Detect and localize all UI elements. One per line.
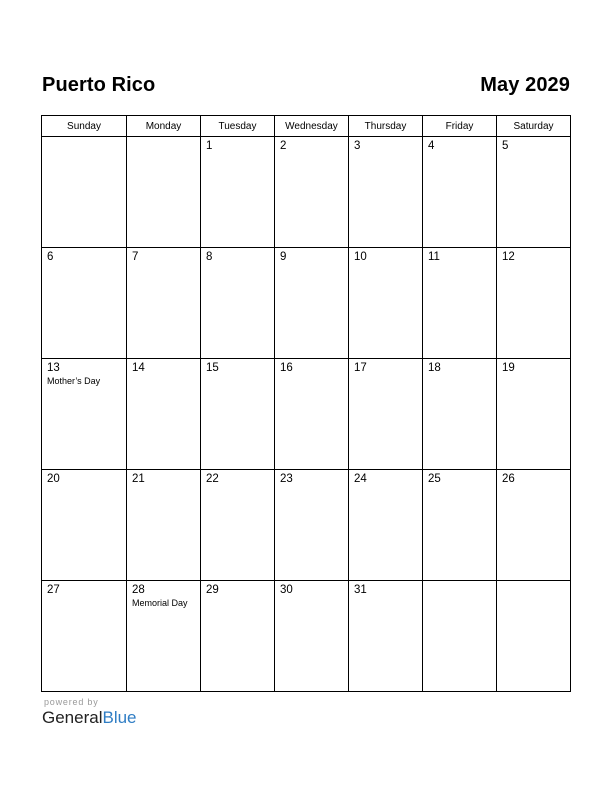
day-number: 24	[354, 473, 367, 485]
day-cell	[201, 470, 275, 581]
day-number: 6	[47, 251, 54, 263]
day-number	[42, 137, 126, 140]
weekday-wednesday: Wednesday	[275, 116, 349, 137]
day-number	[497, 581, 570, 584]
brand-blue-text: Blue	[102, 708, 137, 727]
week-row-4	[42, 470, 571, 581]
day-cell	[42, 137, 127, 248]
day-cell	[42, 470, 127, 581]
day-number: 17	[354, 362, 367, 374]
day-cell	[497, 248, 571, 359]
day-cell	[42, 248, 127, 359]
day-cell	[349, 248, 423, 359]
weekday-monday: Monday	[127, 116, 201, 137]
day-number: 1	[206, 140, 213, 152]
day-number: 8	[206, 251, 213, 263]
day-cell	[201, 359, 275, 470]
day-number: 26	[502, 473, 515, 485]
day-cell	[423, 359, 497, 470]
holiday-label: Mother’s Day	[47, 376, 101, 386]
day-cell	[275, 248, 349, 359]
day-number: 15	[206, 362, 219, 374]
day-number: 21	[132, 473, 145, 485]
day-cell	[349, 359, 423, 470]
day-cell	[275, 470, 349, 581]
day-number	[127, 137, 200, 140]
day-number: 12	[502, 251, 515, 263]
day-cell	[423, 581, 497, 692]
day-cell	[275, 581, 349, 692]
day-cell	[127, 581, 201, 692]
day-number: 27	[47, 584, 60, 596]
day-number: 3	[354, 140, 361, 152]
weekday-saturday: Saturday	[497, 116, 571, 137]
weekday-thursday: Thursday	[349, 116, 423, 137]
day-number: 25	[428, 473, 441, 485]
day-number: 18	[428, 362, 441, 374]
weekday-tuesday: Tuesday	[201, 116, 275, 137]
week-row-3	[42, 359, 571, 470]
region-title: Puerto Rico	[42, 73, 156, 96]
day-cell	[423, 248, 497, 359]
day-cell	[349, 581, 423, 692]
holiday-label: Memorial Day	[132, 598, 188, 608]
day-cell	[42, 359, 127, 470]
day-number: 22	[206, 473, 219, 485]
month-calendar-grid	[41, 115, 571, 692]
day-number: 30	[280, 584, 293, 596]
day-cell	[127, 359, 201, 470]
calendar-header	[42, 70, 570, 100]
weekday-header-row	[42, 116, 571, 137]
day-cell	[497, 137, 571, 248]
day-number: 14	[132, 362, 145, 374]
day-cell	[127, 137, 201, 248]
week-row-1	[42, 137, 571, 248]
day-cell	[127, 248, 201, 359]
day-cell	[201, 581, 275, 692]
day-number: 11	[428, 251, 440, 263]
week-row-5	[42, 581, 571, 692]
day-cell	[275, 137, 349, 248]
footer-branding	[42, 697, 137, 728]
day-number: 28	[132, 584, 145, 596]
day-number: 23	[280, 473, 293, 485]
day-cell	[349, 137, 423, 248]
day-number: 2	[280, 140, 287, 152]
day-cell	[497, 359, 571, 470]
day-number	[423, 581, 496, 584]
weekday-friday: Friday	[423, 116, 497, 137]
month-year-title: May 2029	[480, 73, 570, 96]
day-number: 16	[280, 362, 293, 374]
day-cell	[497, 581, 571, 692]
day-cell	[349, 470, 423, 581]
day-cell	[423, 137, 497, 248]
day-cell	[423, 470, 497, 581]
weekday-sunday: Sunday	[42, 116, 127, 137]
day-cell	[275, 359, 349, 470]
day-number: 7	[132, 251, 139, 263]
day-number: 31	[354, 584, 367, 596]
day-cell	[42, 581, 127, 692]
day-number: 4	[428, 140, 435, 152]
day-cell	[497, 470, 571, 581]
day-number: 19	[502, 362, 515, 374]
week-row-2	[42, 248, 571, 359]
generalblue-logo[interactable]	[42, 708, 137, 728]
day-number: 13	[47, 362, 60, 374]
day-cell	[127, 470, 201, 581]
day-cell	[201, 137, 275, 248]
powered-by-text: powered by	[44, 697, 99, 707]
day-number: 5	[502, 140, 509, 152]
day-number: 29	[206, 584, 219, 596]
brand-general-text: General	[42, 708, 103, 727]
day-number: 20	[47, 473, 60, 485]
day-cell	[201, 248, 275, 359]
day-number: 10	[354, 251, 367, 263]
day-number: 9	[280, 251, 287, 263]
